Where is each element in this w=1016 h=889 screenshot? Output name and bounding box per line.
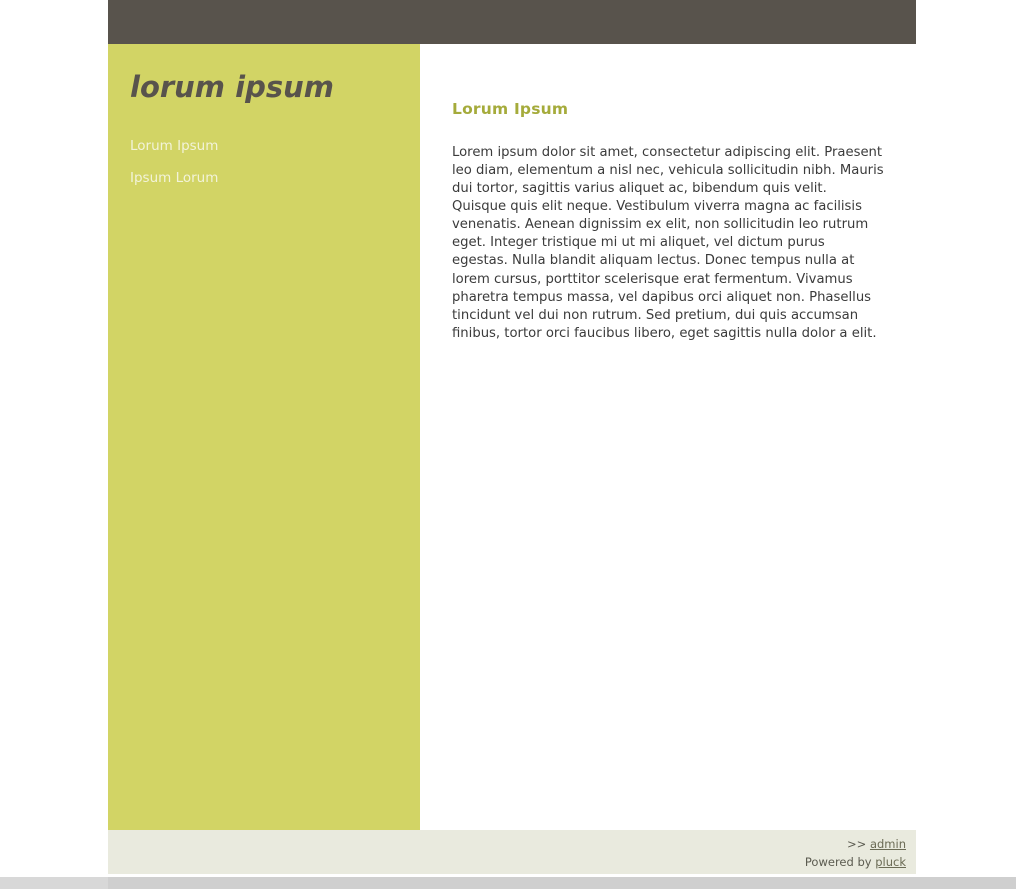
pluck-link[interactable]: pluck <box>875 854 906 869</box>
main-content <box>420 44 916 830</box>
sidebar-nav <box>108 130 420 195</box>
list-item <box>108 130 420 162</box>
sidebar-item-lorum-ipsum[interactable]: Lorum Ipsum <box>130 137 219 154</box>
page-title: Lorum Ipsum <box>452 100 569 118</box>
footer-powered-prefix: Powered by <box>804 854 872 869</box>
top-banner <box>108 0 916 44</box>
content-paragraph: Lorem ipsum dolor sit amet, consectetur adipiscing elit. Praesent leo diam, elementum a nisl nec, vehicula sollicitudin nibh. Mauris dui tortor, sagittis varius aliquet ac, bibendum quis velit. Quisque quis elit neque. Vestibulum viverra magna ac facilisis venenatis. Aenean dignissim ex elit, non sollicitudin leo rutrum eget. Integer tristique mi ut mi aliquet, vel dictum purus egestas. Nulla blandit aliquam lectus. Donec tempus nulla at lorem cursus, porttitor scelerisque erat fermentum. Vivamus pharetra tempus massa, vel dapibus orci aliquet non. Phasellus tincidunt vel dui non rutrum. Sed pretium, dui quis accumsan finibus, tortor orci faucibus libero, eget sagittis nulla dolor a elit. <box>452 145 884 341</box>
window-bottom-strip-left <box>0 877 108 889</box>
footer-powered-line <box>108 854 906 872</box>
admin-link[interactable]: admin <box>869 837 906 851</box>
main-layout <box>108 44 916 830</box>
footer-admin-line <box>108 836 906 854</box>
footer <box>108 830 916 874</box>
window-bottom-strip <box>0 877 1016 889</box>
list-item <box>108 162 420 194</box>
site-logo: lorum ipsum <box>130 70 334 104</box>
site-container <box>108 0 916 874</box>
sidebar <box>108 44 420 830</box>
footer-admin-prefix: >> <box>847 837 867 851</box>
sidebar-item-ipsum-lorum[interactable]: Ipsum Lorum <box>130 170 219 187</box>
